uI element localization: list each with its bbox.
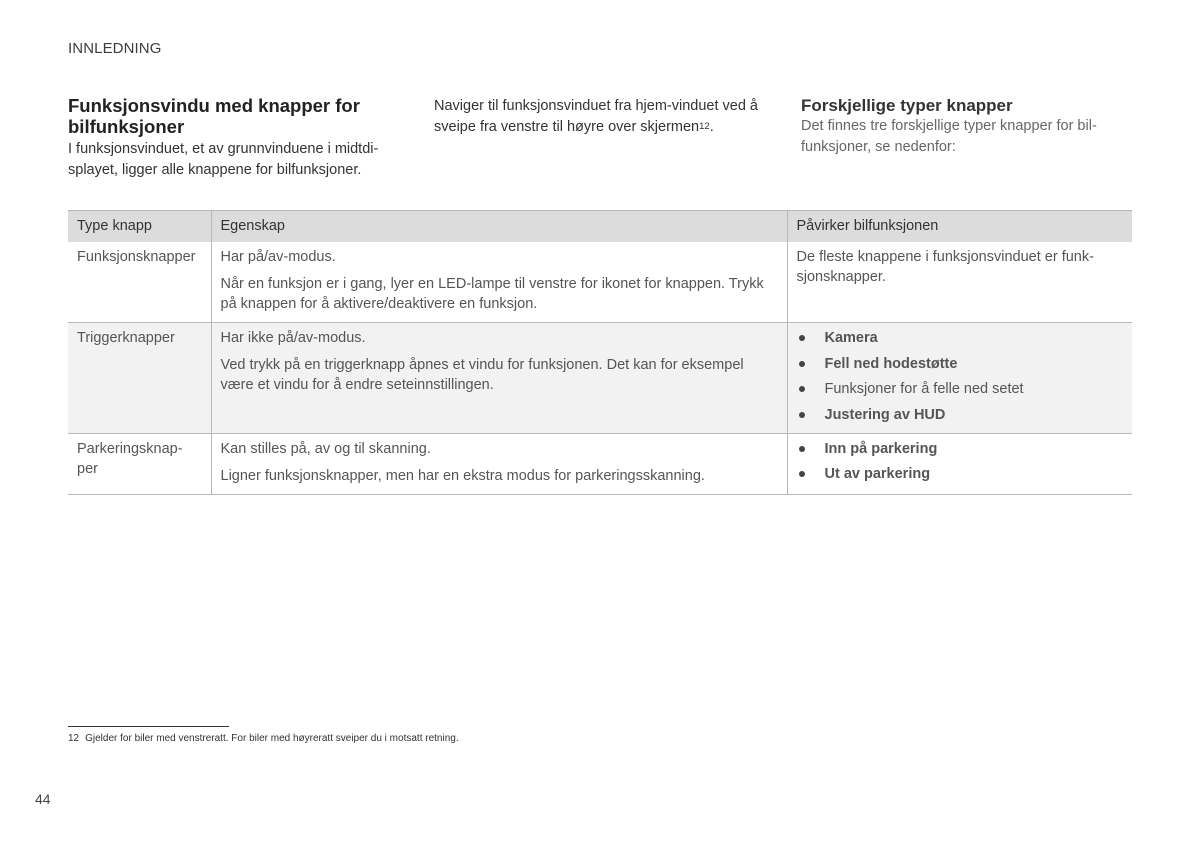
button-types-table [68,210,1132,495]
intro-heading: Funksjonsvindu med knapper for bilfunksjoner [68,95,360,137]
cell-effect: De fleste knappene i funksjonsvinduet er funk-sjonsknapper. [787,242,1132,323]
cell-effect [787,323,1132,434]
navigation-period: . [709,119,714,135]
navigation-sentence: Naviger til funksjonsvinduet fra hjem-vinduet ved å sveipe fra venstre til høyre over skjermen [434,98,758,135]
effect-list [797,328,1124,425]
cell-type: Funksjonsknapper [68,242,211,323]
page-number: 44 [35,791,51,807]
effect-list [797,439,1124,485]
footnote-ref[interactable]: 12 [699,121,710,132]
header-property: Egenskap [211,211,787,243]
link-park-in[interactable]: Inn på parkering [797,439,1124,459]
cell-type: Triggerknapper [68,323,211,434]
navigation-column [434,96,774,138]
link-hud-adjust[interactable]: Justering av HUD [797,405,1124,425]
link-park-out[interactable]: Ut av parkering [797,464,1124,484]
table-header-row [68,211,1132,243]
property-line: Har ikke på/av-modus. [220,330,366,346]
table-row [68,323,1132,434]
link-camera[interactable]: Kamera [797,328,1124,348]
cell-property [211,323,787,434]
footnote [68,733,459,744]
table-row [68,242,1132,323]
property-line: Kan stilles på, av og til skanning. [220,440,431,457]
cell-type: Parkeringsknap-per [68,433,211,494]
header-type: Type knapp [68,211,211,243]
property-line: Ligner funksjonsknapper, men har en ekstra modus for parkeringsskanning. [220,467,705,484]
intro-column [68,95,408,181]
footnote-divider [68,726,229,727]
footnote-number: 12 [68,733,80,744]
cell-effect [787,433,1132,494]
list-item: Funksjoner for å felle ned setet [797,379,1124,399]
property-line: Har på/av-modus. [220,249,336,265]
header-effect: Påvirker bilfunksjonen [787,211,1132,243]
footnote-text: Gjelder for biler med venstreratt. For biler med høyreratt sveiper du i motsatt retning. [85,733,459,744]
section-label: INNLEDNING [68,40,162,57]
button-types-heading: Forskjellige typer knapper [801,96,1013,115]
property-line: Når en funksjon er i gang, lyer en LED-lampe til venstre for ikonet for knappen. Trykk på knappen for å aktivere/deaktivere en funksjon. [220,276,764,312]
navigation-text [434,96,774,138]
button-types-text: Det finnes tre forskjellige typer knapper for bil-funksjoner, se nedenfor: [801,118,1097,155]
property-line: Ved trykk på en triggerknapp åpnes et vindu for funksjonen. Det kan for eksempel være et vindu for å endre seteinnstillingen. [220,357,744,393]
cell-property [211,242,787,323]
cell-property [211,433,787,494]
intro-text: I funksjonsvinduet, et av grunnvinduene i midtdi-splayet, ligger alle knappene for bilfunksjoner. [68,141,379,178]
table-row [68,433,1132,494]
button-types-column [801,95,1131,158]
link-fold-headrest[interactable]: Fell ned hodestøtte [797,354,1124,374]
